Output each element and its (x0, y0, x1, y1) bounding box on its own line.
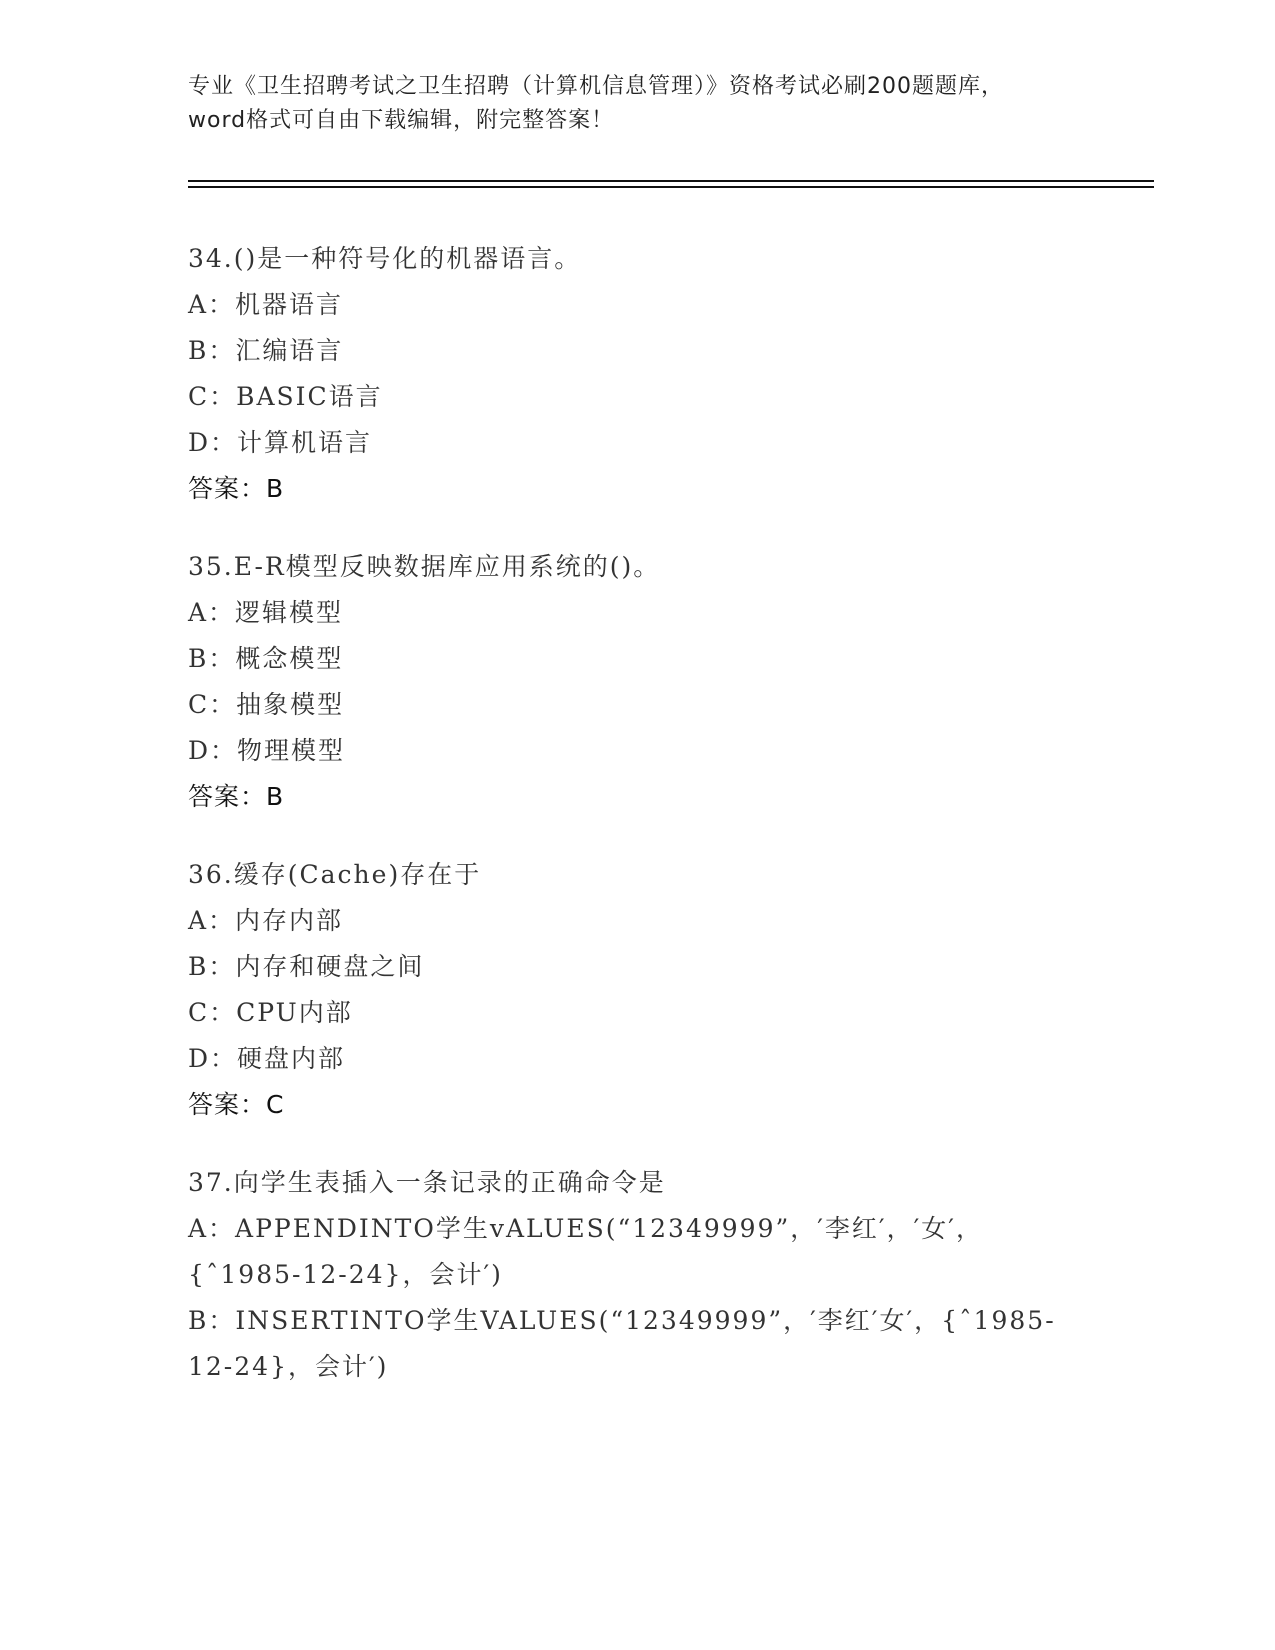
option-c: C：BASIC语言 (188, 382, 383, 411)
header-divider-top (188, 180, 1154, 182)
option-b: B：汇编语言 (188, 336, 344, 365)
option-d: D：物理模型 (188, 736, 346, 765)
answer-line: 答案：B (188, 782, 285, 811)
option-a: A：逻辑模型 (188, 598, 344, 627)
option-c: C：抽象模型 (188, 690, 345, 719)
header-divider-bottom (188, 186, 1154, 188)
header-line-1: 专业《卫生招聘考试之卫生招聘（计算机信息管理）》资格考试必刷200题题库， (188, 74, 1004, 99)
document-header (188, 70, 1088, 138)
option-b-continued: 12-24}，会计′) (188, 1352, 389, 1381)
answer-line: 答案：B (188, 474, 285, 503)
question-34 (188, 236, 1088, 512)
option-b: B：概念模型 (188, 644, 344, 673)
question-37 (188, 1160, 1088, 1390)
question-stem: 34.()是一种符号化的机器语言。 (188, 244, 582, 273)
header-line-2: word格式可自由下载编辑，附完整答案！ (188, 108, 615, 133)
question-list (188, 236, 1088, 1422)
question-stem: 35.E-R模型反映数据库应用系统的()。 (188, 552, 661, 581)
option-d: D：计算机语言 (188, 428, 373, 457)
option-b: B：INSERTINTO学生VALUES(“12349999”，′李红′女′，{ˆ1985- (188, 1306, 1056, 1335)
option-a: A：机器语言 (188, 290, 344, 319)
option-b: B：内存和硬盘之间 (188, 952, 425, 981)
question-35 (188, 544, 1088, 820)
option-a: A：APPENDINTO学生vALUES(“12349999”，′李红′，′女′， (188, 1214, 983, 1243)
question-36 (188, 852, 1088, 1128)
option-a-continued: {ˆ1985-12-24}，会计′) (188, 1260, 503, 1289)
option-a: A：内存内部 (188, 906, 344, 935)
question-stem: 36.缓存(Cache)存在于 (188, 860, 482, 889)
question-stem: 37.向学生表插入一条记录的正确命令是 (188, 1168, 666, 1197)
answer-line: 答案：C (188, 1090, 285, 1119)
option-d: D：硬盘内部 (188, 1044, 346, 1073)
option-c: C：CPU内部 (188, 998, 353, 1027)
